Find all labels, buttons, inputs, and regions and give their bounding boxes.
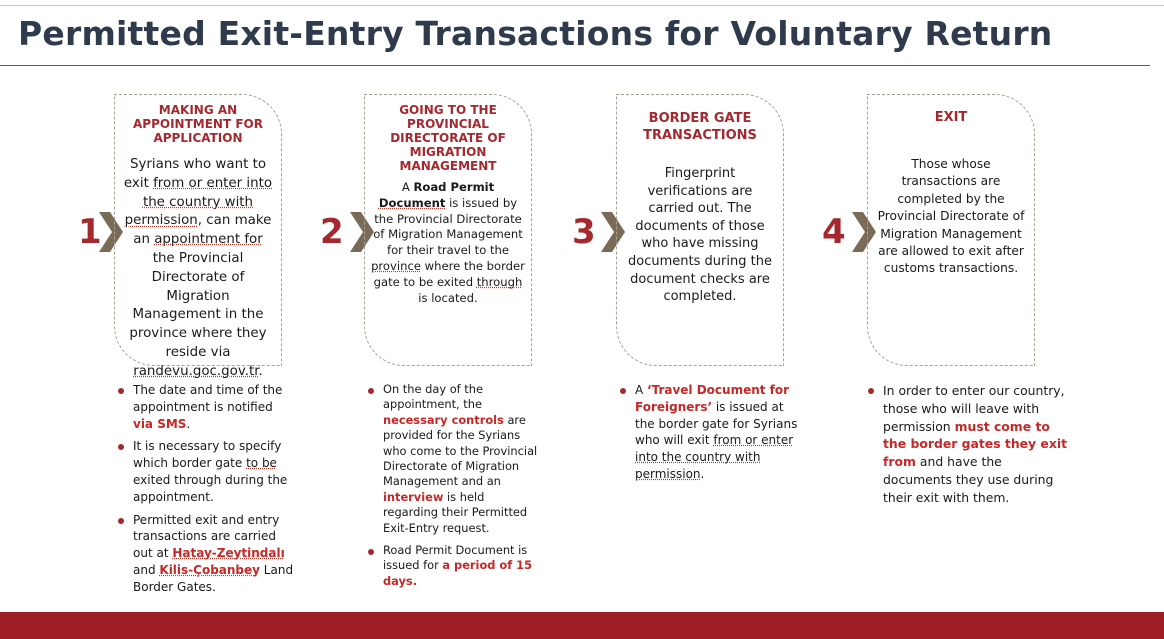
list-item: Permitted exit and entry transactions are carried out at Hatay-Zeytindalı and Kilis-Çobanbey Land Border Gates.	[116, 512, 294, 596]
step-2-description: A Road Permit Document is issued by the Provincial Directorate of Migration Management for their travel to the province where the border gate to be exited through is located.	[371, 180, 525, 305]
step-3-card	[616, 94, 784, 366]
list-item: A ‘Travel Document for Foreigners’ is issued at the border gate for Syrians who will exit from or enter into the country with permission.	[618, 382, 798, 483]
step-1-card	[114, 94, 282, 379]
footer-bar	[0, 612, 1164, 639]
list-item: In order to enter our country, those who will leave with permission must come to the border gates they exit from and have the documents they use during their exit with them.	[866, 382, 1072, 507]
step-1-heading: MAKING AN APPOINTMENT FOR APPLICATION	[133, 103, 263, 145]
step-3-bullet-list	[618, 382, 798, 483]
step-1-bullet-list	[116, 382, 294, 596]
list-item: The date and time of the appointment is notified via SMS.	[116, 382, 294, 432]
appointment-link[interactable]: randevu.goc.gov.tr	[133, 363, 259, 379]
step-3-description: Fingerprint verifications are carried out. The documents of those who have missing documents during the document checks are completed.	[628, 166, 772, 305]
step-2-heading: GOING TO THE PROVINCIAL DIRECTORATE OF MIGRATION MANAGEMENT	[390, 103, 506, 173]
step-2-card	[364, 94, 532, 366]
list-item: On the day of the appointment, the necessary controls are provided for the Syrians who come to the Provincial Directorate of Migration Management and an interview is held regarding their Permitted Exit-Entry request.	[366, 382, 542, 536]
step-3-heading: BORDER GATE TRANSACTIONS	[643, 111, 757, 143]
step-1-description: Syrians who want to exit from or enter into the country with permission, can make an appointment for the Provincial Directorate of Migration Management in the province where they reside via randevu.goc.gov.tr.	[123, 157, 273, 379]
top-border-line	[0, 5, 1164, 6]
list-item: It is necessary to specify which border gate to be exited through during the appointment.	[116, 438, 294, 505]
step-4-card	[867, 94, 1035, 366]
step-2-bullet-list	[366, 382, 542, 589]
step-4-heading: EXIT	[934, 110, 968, 125]
step-4-number: 4	[822, 212, 846, 252]
title-divider	[0, 65, 1150, 66]
list-item: Road Permit Document is issued for a period of 15 days.	[366, 543, 542, 589]
step-2-number: 2	[320, 212, 344, 252]
step-4-bullet-list	[866, 382, 1072, 507]
step-3-number: 3	[572, 212, 596, 252]
step-4-description: Those whose transactions are completed by the Provincial Directorate of Migration Management are allowed to exit after customs transactions.	[877, 157, 1025, 276]
step-1-number: 1	[78, 212, 102, 252]
page-title: Permitted Exit-Entry Transactions for Voluntary Return	[18, 14, 1053, 53]
